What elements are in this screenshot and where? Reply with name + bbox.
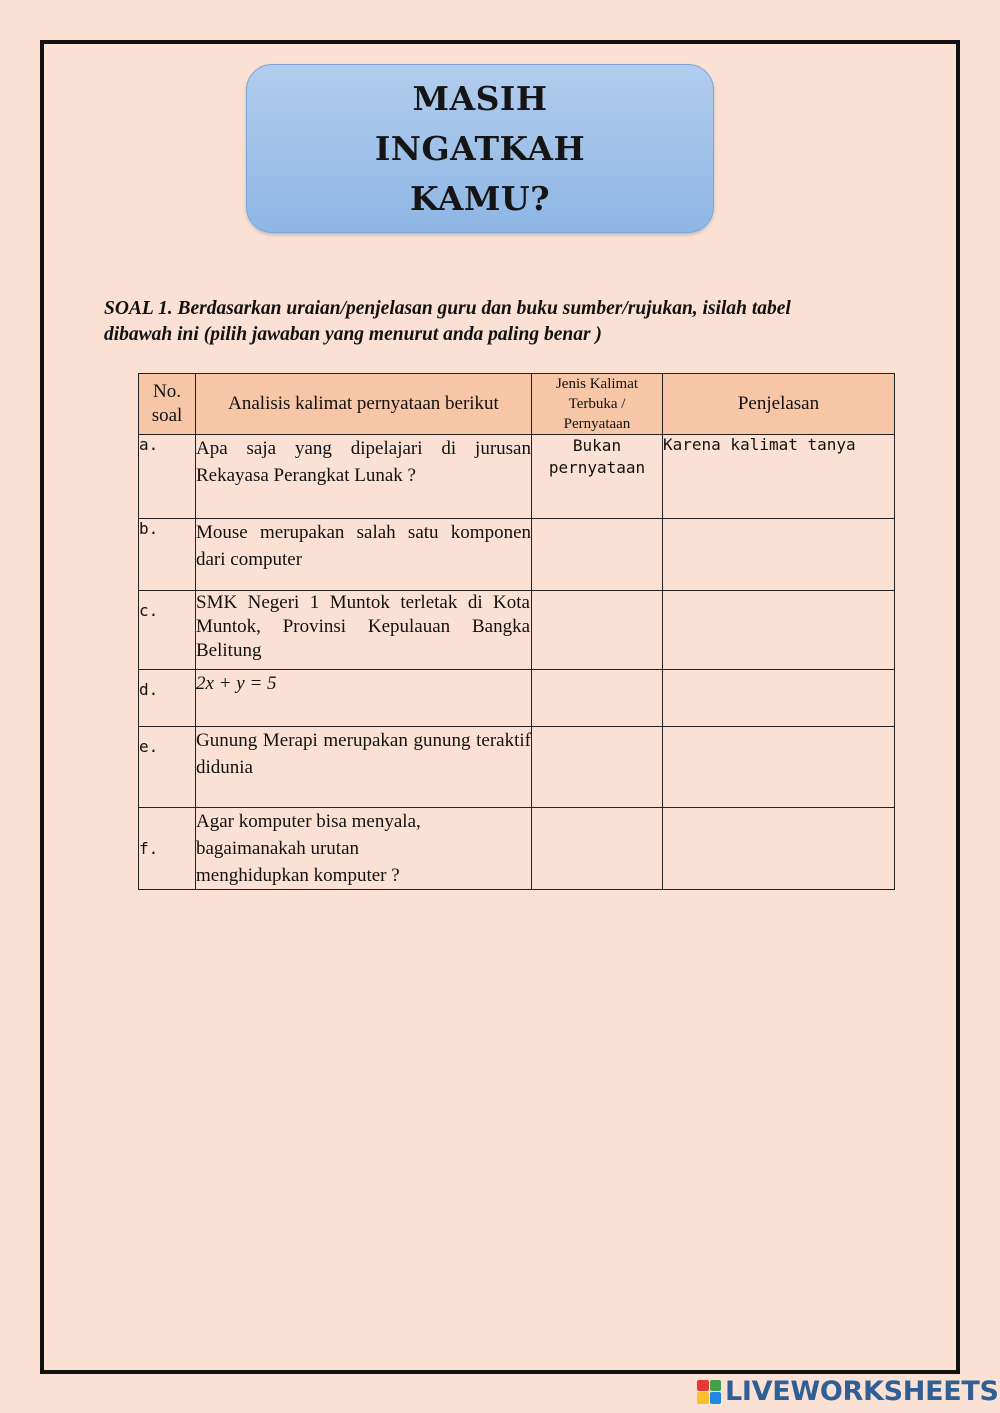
logo-square-yellow	[697, 1392, 709, 1404]
instruction-line-1: SOAL 1. Berdasarkan uraian/penjelasan guru dan buku sumber/rujukan, isilah tabel	[104, 298, 791, 319]
logo-square-blue	[710, 1392, 722, 1404]
title-line-3: KAMU?	[409, 178, 551, 218]
table-row	[139, 808, 895, 890]
statement-cell	[196, 808, 532, 890]
jenis-answer-cell[interactable]	[532, 435, 663, 519]
table-row	[139, 519, 895, 591]
jenis-answer-cell[interactable]	[532, 727, 663, 808]
header-no-line-1: No.	[153, 381, 181, 402]
row-number: b.	[139, 519, 196, 591]
penjelasan-answer-cell[interactable]	[663, 727, 895, 808]
row-number: a.	[139, 435, 196, 519]
jenis-answer-line-2: pernyataan	[548, 458, 646, 477]
penjelasan-answer-cell[interactable]	[663, 591, 895, 670]
penjelasan-answer-cell[interactable]	[663, 808, 895, 890]
table-row	[139, 670, 895, 727]
liveworksheets-logo-icon	[697, 1380, 721, 1404]
header-no-line-2: soal	[151, 405, 183, 426]
header-jenis-line-2: Terbuka /	[568, 396, 626, 412]
header-jenis-line-3: Pernyataan	[563, 416, 631, 432]
statement-cell: Gunung Merapi merupakan gunung teraktif didunia	[196, 727, 532, 808]
statement-line-2: bagaimanakah urutan	[196, 838, 360, 859]
row-number: d.	[139, 670, 196, 727]
liveworksheets-logo[interactable]	[697, 1376, 999, 1407]
row-number: c.	[139, 591, 196, 670]
logo-text: LIVEWORKSHEETS	[725, 1376, 999, 1407]
row-number: e.	[139, 727, 196, 808]
penjelasan-answer-cell[interactable]	[663, 670, 895, 727]
penjelasan-answer-cell[interactable]	[663, 519, 895, 591]
row-number: f.	[139, 808, 196, 890]
title-banner	[246, 64, 714, 233]
jenis-answer-cell[interactable]	[532, 670, 663, 727]
jenis-answer-line-1: Bukan	[572, 436, 622, 455]
header-jenis-kalimat	[532, 374, 663, 435]
jenis-answer-cell[interactable]	[532, 591, 663, 670]
logo-square-green	[710, 1380, 722, 1392]
title-line-2: INGATKAH	[374, 128, 586, 168]
jenis-answer-cell[interactable]	[532, 519, 663, 591]
statement-cell: 2x + y = 5	[196, 670, 532, 727]
header-jenis-line-1: Jenis Kalimat	[555, 376, 639, 392]
statement-line-3: menghidupkan komputer ?	[196, 865, 400, 886]
statement-line-1: Agar komputer bisa menyala,	[196, 811, 421, 832]
jenis-answer-cell[interactable]	[532, 808, 663, 890]
instruction-line-2: dibawah ini (pilih jawaban yang menurut anda paling benar )	[104, 324, 602, 345]
table-row	[139, 727, 895, 808]
statement-cell: Apa saja yang dipelajari di jurusan Rekayasa Perangkat Lunak ?	[196, 435, 532, 519]
statement-cell: Mouse merupakan salah satu komponen dari computer	[196, 519, 532, 591]
header-no-soal	[139, 374, 196, 435]
table-row	[139, 591, 895, 670]
table-header-row	[139, 374, 895, 435]
statement-cell: SMK Negeri 1 Muntok terletak di Kota Muntok, Provinsi Kepulauan Bangka Belitung	[196, 591, 532, 670]
header-analisis: Analisis kalimat pernyataan berikut	[196, 374, 532, 435]
logo-square-red	[697, 1380, 709, 1392]
penjelasan-answer-cell[interactable]: Karena kalimat tanya	[663, 435, 895, 519]
answer-table	[138, 373, 895, 890]
title-line-1: MASIH	[412, 78, 548, 118]
header-penjelasan: Penjelasan	[663, 374, 895, 435]
instruction-text	[104, 296, 904, 348]
table-row	[139, 435, 895, 519]
